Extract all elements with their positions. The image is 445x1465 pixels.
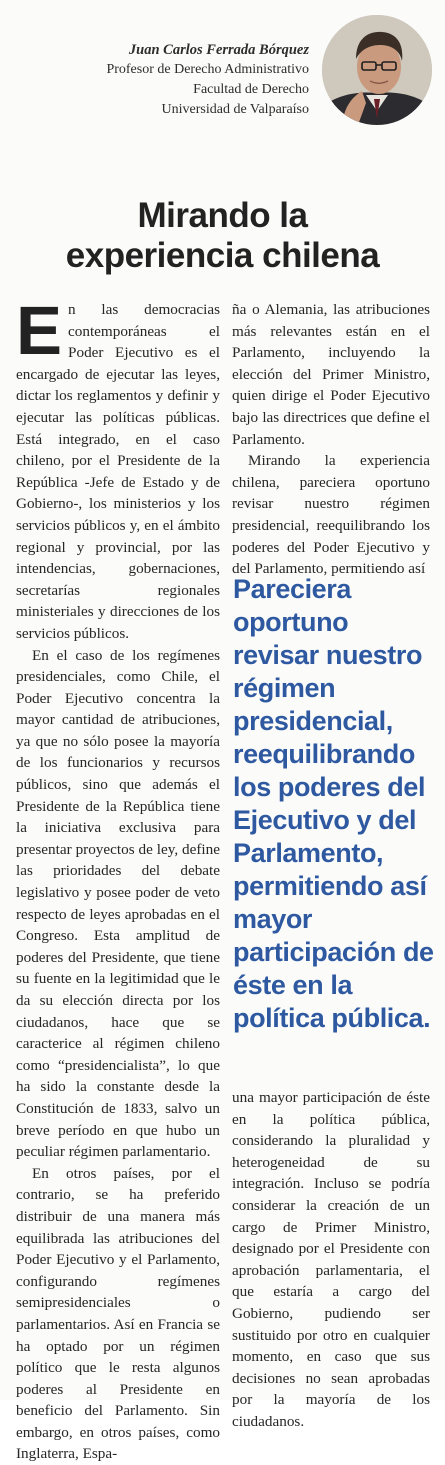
article-headline xyxy=(0,196,445,276)
headline-line-1: Mirando la xyxy=(137,196,308,235)
author-photo xyxy=(322,15,432,125)
paragraph-4-continued: una mayor participación de éste en la política pública, considerando la pluralidad y heterogeneidad de su integración. Incluso se podría considerar la creación de un cargo de Primer Ministro, designado por el Presidente con aprobación parlamentaria, el que estaría a cargo del Gobierno, pudiendo ser sustituido por otro en cualquier momento, en caso que sus decisiones no sean aprobadas por la mayoría de los ciudadanos. xyxy=(232,1089,430,1430)
headline-line-2: experiencia chilena xyxy=(65,236,380,275)
author-title: Profesor de Derecho Administrativo xyxy=(106,62,309,77)
pull-quote: Pareciera oportuno revisar nuestro régimen presidencial, reequilibrando los poderes del Ejecutivo y del Parlamento, permitiendo así mayor participación de éste en la política pública. xyxy=(233,574,434,1033)
paragraph-3: En otros países, por el contrario, se ha preferido distribuir de una manera más equilibrada las atribuciones del Poder Ejecutivo y el Parlamento, configurando regímenes semipresidenciales o parlamentarios. Así en Francia se ha optado por un régimen político que le resta algunos poderes al Presidente en beneficio del Parlamento. Sin embargo, en otros países, como Inglaterra, Espa- xyxy=(16,1164,220,1463)
drop-cap: E xyxy=(16,292,63,369)
author-university: Universidad de Valparaíso xyxy=(161,102,309,117)
paragraph-1 xyxy=(16,292,220,645)
author-name: Juan Carlos Ferrada Bórquez xyxy=(128,42,309,58)
paragraph-2: En el caso de los regímenes presidenciales, como Chile, el Poder Ejecutivo concentra la mayor cantidad de atribuciones, ya que no sólo posee la mayoría de los funcionarios y recursos públicos, sino que además el Presidente de la República tiene la iniciativa exclusiva para presentar proyectos de ley, define las prioridades del debate legislativo y posee poder de veto respecto de leyes aprobadas en el Congreso. Esta amplitud de poderes del Presidente, que tiene su fuente en la legitimidad que le da su elección directa por los ciudadanos, hace que se caracterice al régimen chileno como “presidencialista”, lo que ha sido la constante desde la Constitución de 1833, salvo un breve período en que hubo un peculiar régimen parlamentario. xyxy=(16,646,220,1161)
paragraph-1-text: n las democracias contemporáneas el Poder Ejecutivo es el encargado de ejecutar las leyes, dictar los reglamentos y definir y ejecutar las políticas públicas. Está integrado, en el caso chileno, por el Presidente de la República -Jefe de Estado y de Gobierno-, los ministerios y los servicios públicos y, en el ámbito regional y provincial, por las intendencias, gobernaciones, secretarías regionales ministeriales y direcciones de los servicios públicos. xyxy=(16,301,220,642)
paragraph-4: Mirando la experiencia chilena, pareciera oportuno revisar nuestro régimen presidencial, reequilibrando los poderes del Poder Ejecutivo y del Parlamento, permitiendo así xyxy=(232,452,430,578)
author-faculty: Facultad de Derecho xyxy=(193,82,309,97)
column-right-bottom xyxy=(232,1087,430,1433)
paragraph-3-continued: ña o Alemania, las atribuciones más relevantes están en el Parlamento, incluyendo la elección del Primer Ministro, quien dirige el Poder Ejecutivo bajo las directrices que define el Parlamento. xyxy=(232,301,430,448)
author-portrait-icon xyxy=(322,15,432,125)
author-byline xyxy=(9,40,309,120)
column-left xyxy=(16,292,220,1465)
column-right-top xyxy=(232,299,430,580)
